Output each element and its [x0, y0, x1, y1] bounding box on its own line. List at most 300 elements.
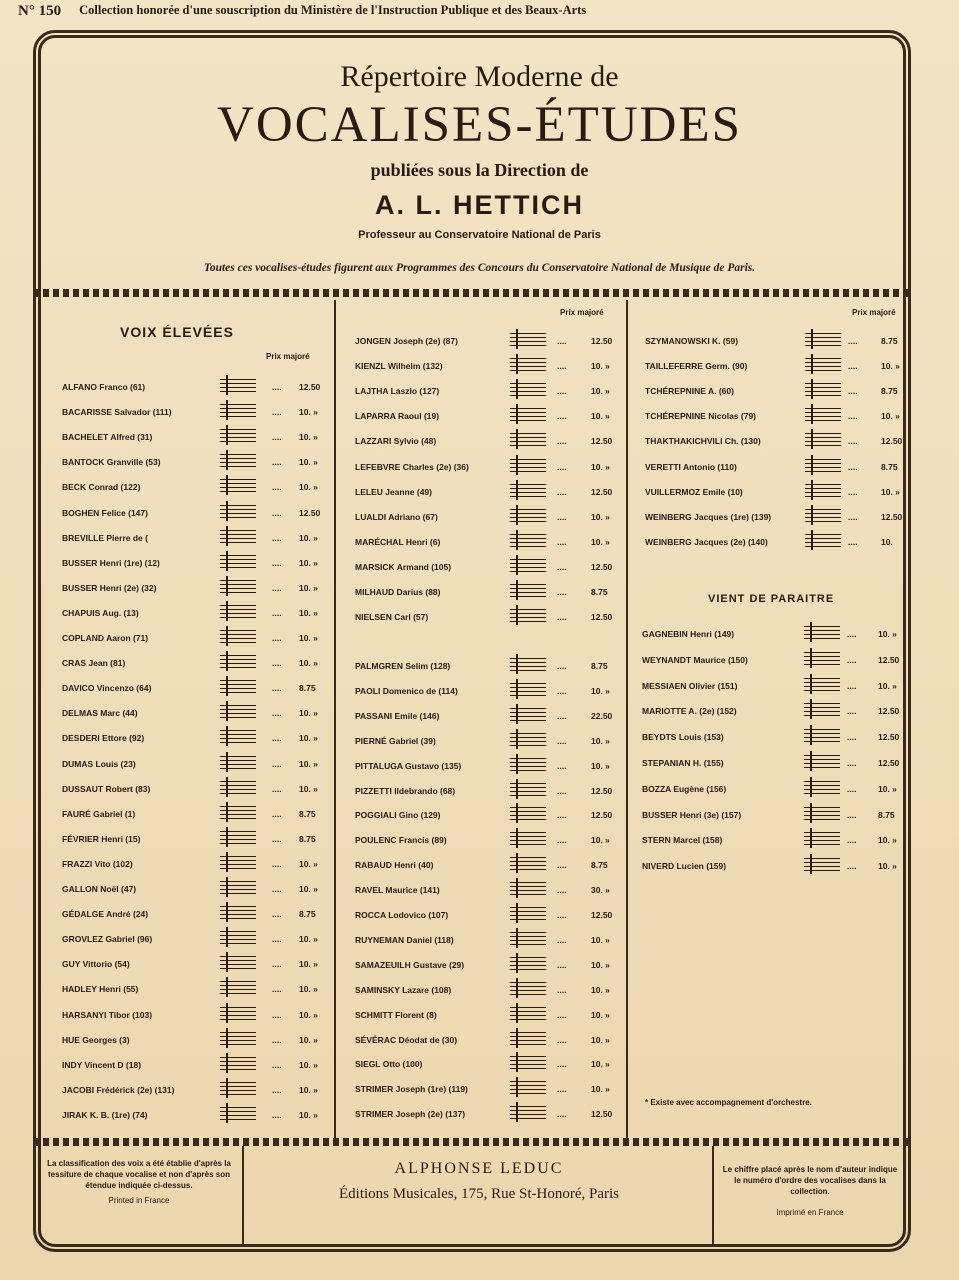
composer-name: DAVICO Vincenzo (64): [62, 683, 152, 694]
composer-name: HADLEY Henri (55): [62, 984, 139, 995]
composer-name: BUSSER Henri (2e) (32): [62, 582, 157, 593]
price: 10. »: [299, 1009, 318, 1020]
composer-name: HUE Georges (3): [62, 1034, 130, 1045]
music-incipit-icon: [805, 380, 841, 398]
leader-dots: ....: [847, 706, 857, 717]
price: 10. »: [299, 783, 318, 794]
composer-name: WEINBERG Jacques (2e) (140): [645, 536, 768, 547]
price: 10. »: [878, 835, 897, 846]
leader-dots: ....: [272, 1034, 282, 1045]
music-incipit-icon: [220, 903, 256, 921]
leader-dots: ....: [557, 1084, 567, 1095]
composer-name: SZYMANOWSKI K. (59): [645, 336, 739, 346]
composer-entry: [62, 476, 339, 496]
composer-name: LAPARRA Raoul (19): [355, 411, 440, 422]
leader-dots: ....: [847, 629, 857, 639]
composer-name: LELEU Jeanne (49): [355, 486, 432, 497]
price: 8.75: [881, 386, 898, 397]
composer-name: SAMAZEUILH Gustave (29): [355, 959, 465, 970]
leader-dots: ....: [557, 411, 567, 422]
composer-entry: [62, 727, 339, 747]
composer-name: BOZZA Eugène (156): [642, 783, 727, 794]
composer-entry: [642, 855, 918, 875]
director-name: A. L. HETTICH: [375, 190, 584, 220]
music-incipit-icon: [805, 481, 841, 499]
price: 10. »: [299, 884, 318, 894]
price: 10. »: [591, 1009, 610, 1020]
music-incipit-icon: [220, 1054, 256, 1072]
price: 10. »: [591, 1059, 610, 1070]
price: 10. »: [299, 457, 318, 468]
price: 12.50: [299, 382, 321, 392]
music-incipit-icon: [220, 978, 256, 996]
footer-right-note: [720, 1164, 900, 1218]
price: 10. »: [299, 658, 318, 669]
composer-entry: [645, 456, 921, 476]
leader-dots: ....: [272, 582, 282, 593]
music-incipit-icon: [804, 700, 840, 718]
composer-name: FRAZZI Vito (102): [62, 858, 133, 869]
composer-name: KIENZL Wilhelm (132): [355, 361, 443, 372]
price: 10. »: [591, 1084, 610, 1095]
music-incipit-icon: [804, 726, 840, 744]
price: 10. »: [299, 633, 318, 643]
music-incipit-icon: [510, 430, 546, 448]
composer-entry: [355, 355, 631, 375]
composer-entry: [355, 904, 631, 924]
price: 12.50: [299, 507, 321, 518]
music-incipit-icon: [220, 376, 256, 394]
music-incipit-icon: [220, 1079, 256, 1097]
ministry-notice: Collection honorée d'une souscription du Ministère de l'Instruction Publique et des Beaux-Arts: [79, 3, 587, 17]
leader-dots: ....: [272, 1009, 282, 1020]
price: 10. »: [591, 511, 610, 522]
music-incipit-icon: [510, 481, 546, 499]
price: 12.50: [591, 1109, 613, 1120]
composer-name: BUSSER Henri (1re) (12): [62, 557, 160, 568]
leader-dots: ....: [272, 532, 282, 543]
leader-dots: ....: [272, 1084, 282, 1095]
composer-name: BECK Conrad (122): [62, 482, 141, 493]
composer-entry: [355, 330, 631, 350]
price: 10. »: [299, 432, 318, 443]
price: 10. »: [299, 1034, 318, 1045]
composer-entry: [62, 451, 339, 471]
leader-dots: ....: [557, 561, 567, 572]
leader-dots: ....: [272, 457, 282, 468]
composer-name: DUSSAUT Robert (83): [62, 783, 151, 794]
price: 10. »: [881, 361, 900, 372]
composer-name: BEYDTS Louis (153): [642, 732, 724, 743]
composer-entry: [62, 903, 339, 923]
composer-name: POULENC Francis (89): [355, 835, 447, 846]
music-incipit-icon: [510, 780, 546, 798]
leader-dots: ....: [272, 808, 282, 819]
music-incipit-icon: [510, 680, 546, 698]
leader-dots: ....: [272, 708, 282, 719]
price: 10. »: [299, 532, 318, 543]
composer-name: BUSSER Henri (3e) (157): [642, 809, 742, 820]
price: 12.50: [878, 732, 900, 743]
composer-entry: [62, 1104, 339, 1124]
price: 12.50: [591, 486, 613, 497]
price: 10. »: [591, 361, 610, 372]
price: 12.50: [881, 436, 903, 447]
music-incipit-icon: [510, 879, 546, 897]
voice-classification-note: La classification des voix a été établie d'après la tessiture de chaque vocalise et non d'après son étendue indiquée ci-dessus.: [47, 1159, 231, 1190]
composer-entry: [355, 1078, 631, 1098]
price: 10. »: [299, 407, 318, 418]
price: 10. »: [299, 1059, 318, 1070]
music-incipit-icon: [510, 380, 546, 398]
composer-entry: [355, 1029, 631, 1049]
top-line: [18, 3, 949, 20]
leader-dots: ....: [848, 461, 858, 472]
music-incipit-icon: [510, 405, 546, 423]
composer-name: MESSIAEN Olivier (151): [642, 680, 738, 691]
price: 12.50: [591, 612, 613, 623]
prix-label-col2: Prix majoré: [560, 308, 604, 317]
price: 10. »: [299, 984, 318, 995]
music-incipit-icon: [510, 1004, 546, 1022]
music-incipit-icon: [804, 855, 840, 873]
catalogue-number: N° 150: [18, 3, 62, 19]
composer-name: THAKTHAKICHVILI Ch. (130): [645, 436, 761, 447]
composer-entry: [62, 677, 339, 697]
composer-name: PAOLI Domenico de (114): [355, 685, 458, 696]
composer-name: PIERNÉ Gabriel (39): [355, 735, 436, 746]
music-incipit-icon: [510, 330, 546, 348]
leader-dots: ....: [557, 810, 567, 821]
music-incipit-icon: [220, 953, 256, 971]
composer-entry: [355, 430, 631, 450]
price: 8.75: [591, 587, 608, 597]
footer-left-note: [45, 1158, 233, 1206]
price: 10. »: [299, 733, 318, 744]
music-incipit-icon: [805, 355, 841, 373]
leader-dots: ....: [272, 858, 282, 869]
composer-entry: [62, 426, 339, 446]
composer-name: WEINBERG Jacques (1re) (139): [645, 511, 772, 522]
leader-dots: ....: [557, 1009, 567, 1020]
composer-name: TAILLEFERRE Germ. (90): [645, 361, 748, 372]
price: 10. »: [299, 1084, 318, 1095]
price: 10.: [881, 536, 893, 547]
leader-dots: ....: [557, 710, 567, 721]
leader-dots: ....: [557, 386, 567, 397]
composer-name: LEFEBVRE Charles (2e) (36): [355, 461, 469, 472]
composer-entry: [645, 405, 921, 425]
price: 12.50: [591, 561, 613, 572]
composer-name: STERN Marcel (158): [642, 835, 723, 846]
price: 12.50: [881, 511, 903, 522]
composer-entry: [642, 675, 918, 695]
music-incipit-icon: [220, 878, 256, 896]
leader-dots: ....: [557, 361, 567, 372]
composer-entry: [642, 623, 918, 643]
leader-dots: ....: [272, 607, 282, 618]
music-incipit-icon: [220, 702, 256, 720]
price: 8.75: [299, 909, 316, 920]
music-incipit-icon: [220, 778, 256, 796]
leader-dots: ....: [272, 934, 282, 945]
composer-name: SIEGL Otto (100): [355, 1059, 423, 1070]
price: 22.50: [591, 710, 613, 721]
price: 12.50: [591, 336, 613, 346]
composer-name: BACARISSE Salvador (111): [62, 407, 172, 418]
composer-name: DELMAS Marc (44): [62, 708, 138, 719]
music-incipit-icon: [220, 552, 256, 570]
leader-dots: ....: [557, 885, 567, 896]
composer-entry: [355, 531, 631, 551]
price: 10. »: [299, 482, 318, 493]
music-incipit-icon: [510, 581, 546, 599]
price: 10. »: [299, 607, 318, 618]
composer-entry: [355, 780, 631, 800]
composer-entry: [62, 577, 339, 597]
price: 8.75: [299, 683, 316, 694]
header-line1: Répertoire Moderne de: [340, 60, 619, 93]
leader-dots: ....: [557, 612, 567, 623]
price: 10. »: [299, 582, 318, 593]
leader-dots: ....: [848, 411, 858, 422]
composer-entry: [62, 853, 339, 873]
composer-entry: [355, 1004, 631, 1024]
price: 10. »: [591, 934, 610, 945]
price: 10. »: [591, 835, 610, 846]
leader-dots: ....: [272, 909, 282, 920]
composer-entry: [62, 753, 339, 773]
composer-entry: [62, 1004, 339, 1024]
composer-entry: [62, 878, 339, 898]
leader-dots: ....: [848, 486, 858, 497]
composer-entry: [355, 879, 631, 899]
price: 10. »: [591, 685, 610, 696]
composer-entry: [645, 380, 921, 400]
music-incipit-icon: [220, 426, 256, 444]
leader-dots: ....: [557, 536, 567, 547]
composer-entry: [355, 804, 631, 824]
leader-dots: ....: [847, 783, 857, 794]
music-incipit-icon: [510, 355, 546, 373]
music-incipit-icon: [510, 705, 546, 723]
publisher-address: Éditions Musicales, 175, Rue St-Honoré, Paris: [339, 1186, 619, 1202]
price: 10. »: [591, 461, 610, 472]
leader-dots: ....: [557, 661, 567, 671]
leader-dots: ....: [272, 683, 282, 694]
music-incipit-icon: [220, 1029, 256, 1047]
leader-dots: ....: [557, 461, 567, 472]
price: 10. »: [878, 861, 897, 872]
composer-name: BREVILLE Pierre de (: [62, 532, 148, 543]
leader-dots: ....: [272, 758, 282, 769]
composer-name: PIZZETTI Ildebrando (68): [355, 785, 456, 796]
composer-entry: [355, 481, 631, 501]
price: 8.75: [591, 860, 608, 871]
composer-name: JIRAK K. B. (1re) (74): [62, 1109, 148, 1120]
composer-name: ALFANO Franco (61): [62, 382, 146, 392]
music-incipit-icon: [510, 506, 546, 524]
leader-dots: ....: [557, 1109, 567, 1120]
composer-name: STRIMER Joseph (1re) (119): [355, 1084, 468, 1095]
leader-dots: ....: [557, 486, 567, 497]
composer-name: DUMAS Louis (23): [62, 758, 136, 769]
leader-dots: ....: [557, 1034, 567, 1045]
leader-dots: ....: [557, 685, 567, 696]
price: 10. »: [591, 984, 610, 995]
music-incipit-icon: [220, 627, 256, 645]
music-incipit-icon: [510, 1053, 546, 1071]
price: 12.50: [591, 436, 613, 447]
composer-entry: [62, 527, 339, 547]
music-incipit-icon: [220, 677, 256, 695]
composer-name: FAURÉ Gabriel (1): [62, 808, 136, 819]
leader-dots: ....: [557, 735, 567, 746]
leader-dots: ....: [272, 1059, 282, 1070]
composer-name: RABAUD Henri (40): [355, 860, 434, 871]
composer-name: LAJTHA Laszlo (127): [355, 386, 440, 397]
composer-name: GAGNEBIN Henri (149): [642, 629, 735, 639]
composer-entry: [355, 979, 631, 999]
music-incipit-icon: [510, 979, 546, 997]
programme-note: Toutes ces vocalises-études figurent aux Programmes des Concours du Conservatoire National de Musique de Paris.: [203, 262, 756, 274]
music-incipit-icon: [510, 904, 546, 922]
leader-dots: ....: [272, 984, 282, 995]
price: 8.75: [881, 336, 898, 346]
footer-publisher: [248, 1160, 710, 1203]
composer-entry: [355, 506, 631, 526]
composer-entry: [355, 655, 631, 675]
composer-name: FÉVRIER Henri (15): [62, 833, 141, 844]
music-incipit-icon: [220, 577, 256, 595]
composer-name: NIVERD Lucien (159): [642, 861, 727, 872]
composer-entry: [355, 606, 631, 626]
price: 8.75: [299, 808, 316, 819]
price: 10. »: [591, 959, 610, 970]
composer-name: JONGEN Joseph (2e) (87): [355, 336, 458, 346]
composer-entry: [62, 928, 339, 948]
leader-dots: ....: [272, 733, 282, 744]
leader-dots: ....: [272, 432, 282, 443]
footer-divider-1: [242, 1146, 244, 1244]
leader-dots: ....: [847, 758, 857, 768]
music-incipit-icon: [220, 853, 256, 871]
leader-dots: ....: [272, 507, 282, 518]
composer-entry: [62, 502, 339, 522]
leader-dots: ....: [847, 809, 857, 820]
composer-entry: [645, 430, 921, 450]
music-incipit-icon: [220, 1004, 256, 1022]
composer-entry: [62, 1029, 339, 1049]
music-incipit-icon: [510, 1103, 546, 1121]
leader-dots: ....: [557, 511, 567, 522]
composer-name: INDY Vincent D (18): [62, 1059, 142, 1070]
composer-name: COPLAND Aaron (71): [62, 633, 149, 643]
music-incipit-icon: [805, 506, 841, 524]
price: 10. »: [299, 557, 318, 568]
leader-dots: ....: [557, 760, 567, 771]
header-separator: [33, 289, 911, 297]
composer-entry: [642, 726, 918, 746]
price: 10. »: [591, 386, 610, 397]
price: 10. »: [299, 858, 318, 869]
music-incipit-icon: [220, 451, 256, 469]
leader-dots: ....: [557, 984, 567, 995]
composer-entry: [355, 829, 631, 849]
price: 10. »: [878, 629, 897, 639]
music-incipit-icon: [220, 652, 256, 670]
price: 12.50: [591, 785, 613, 796]
composer-entry: [62, 1079, 339, 1099]
price: 10. »: [591, 760, 610, 771]
leader-dots: ....: [557, 910, 567, 920]
price: 10. »: [881, 486, 900, 497]
leader-dots: ....: [848, 336, 858, 346]
music-incipit-icon: [220, 803, 256, 821]
leader-dots: ....: [272, 959, 282, 970]
composer-entry: [62, 401, 339, 421]
price: 10. »: [591, 411, 610, 422]
composer-name: VUILLERMOZ Emile (10): [645, 486, 743, 497]
music-incipit-icon: [510, 829, 546, 847]
music-incipit-icon: [510, 755, 546, 773]
leader-dots: ....: [848, 361, 858, 372]
composer-entry: [62, 552, 339, 572]
leader-dots: ....: [557, 587, 567, 597]
composer-name: CHAPUIS Aug. (13): [62, 607, 139, 618]
composer-entry: [645, 531, 921, 551]
price: 12.50: [878, 758, 900, 768]
leader-dots: ....: [848, 436, 858, 447]
leader-dots: ....: [847, 654, 857, 665]
leader-dots: ....: [272, 633, 282, 643]
composer-entry: [62, 1054, 339, 1074]
leader-dots: ....: [272, 482, 282, 493]
price: 10. »: [878, 783, 897, 794]
composer-name: CRAS Jean (81): [62, 658, 126, 669]
music-incipit-icon: [804, 829, 840, 847]
composer-entry: [355, 1053, 631, 1073]
music-incipit-icon: [220, 928, 256, 946]
composer-name: WEYNANDT Maurice (150): [642, 654, 748, 665]
publisher-name: ALPHONSE LEDUC: [394, 1160, 564, 1177]
composer-entry: [355, 680, 631, 700]
music-incipit-icon: [805, 456, 841, 474]
composer-entry: [355, 755, 631, 775]
leader-dots: ....: [557, 785, 567, 796]
music-incipit-icon: [510, 854, 546, 872]
music-incipit-icon: [804, 752, 840, 770]
composer-entry: [355, 730, 631, 750]
composer-name: VERETTI Antonio (110): [645, 461, 737, 472]
composer-name: GUY Vittorio (54): [62, 959, 130, 970]
composer-name: GÉDALGE André (24): [62, 909, 149, 920]
composer-entry: [62, 652, 339, 672]
composer-entry: [645, 506, 921, 526]
composer-name: BACHELET Alfred (31): [62, 432, 153, 443]
composer-name: MARSICK Armand (105): [355, 561, 452, 572]
price: 10. »: [881, 411, 900, 422]
price: 10. »: [299, 1109, 318, 1120]
leader-dots: ....: [848, 386, 858, 397]
composer-name: DESDERI Ettore (92): [62, 733, 145, 744]
leader-dots: ....: [272, 1109, 282, 1120]
composer-entry: [355, 581, 631, 601]
composer-name: NIELSEN Carl (57): [355, 612, 429, 623]
price: 12.50: [591, 810, 613, 821]
composer-entry: [355, 556, 631, 576]
leader-dots: ....: [557, 336, 567, 346]
